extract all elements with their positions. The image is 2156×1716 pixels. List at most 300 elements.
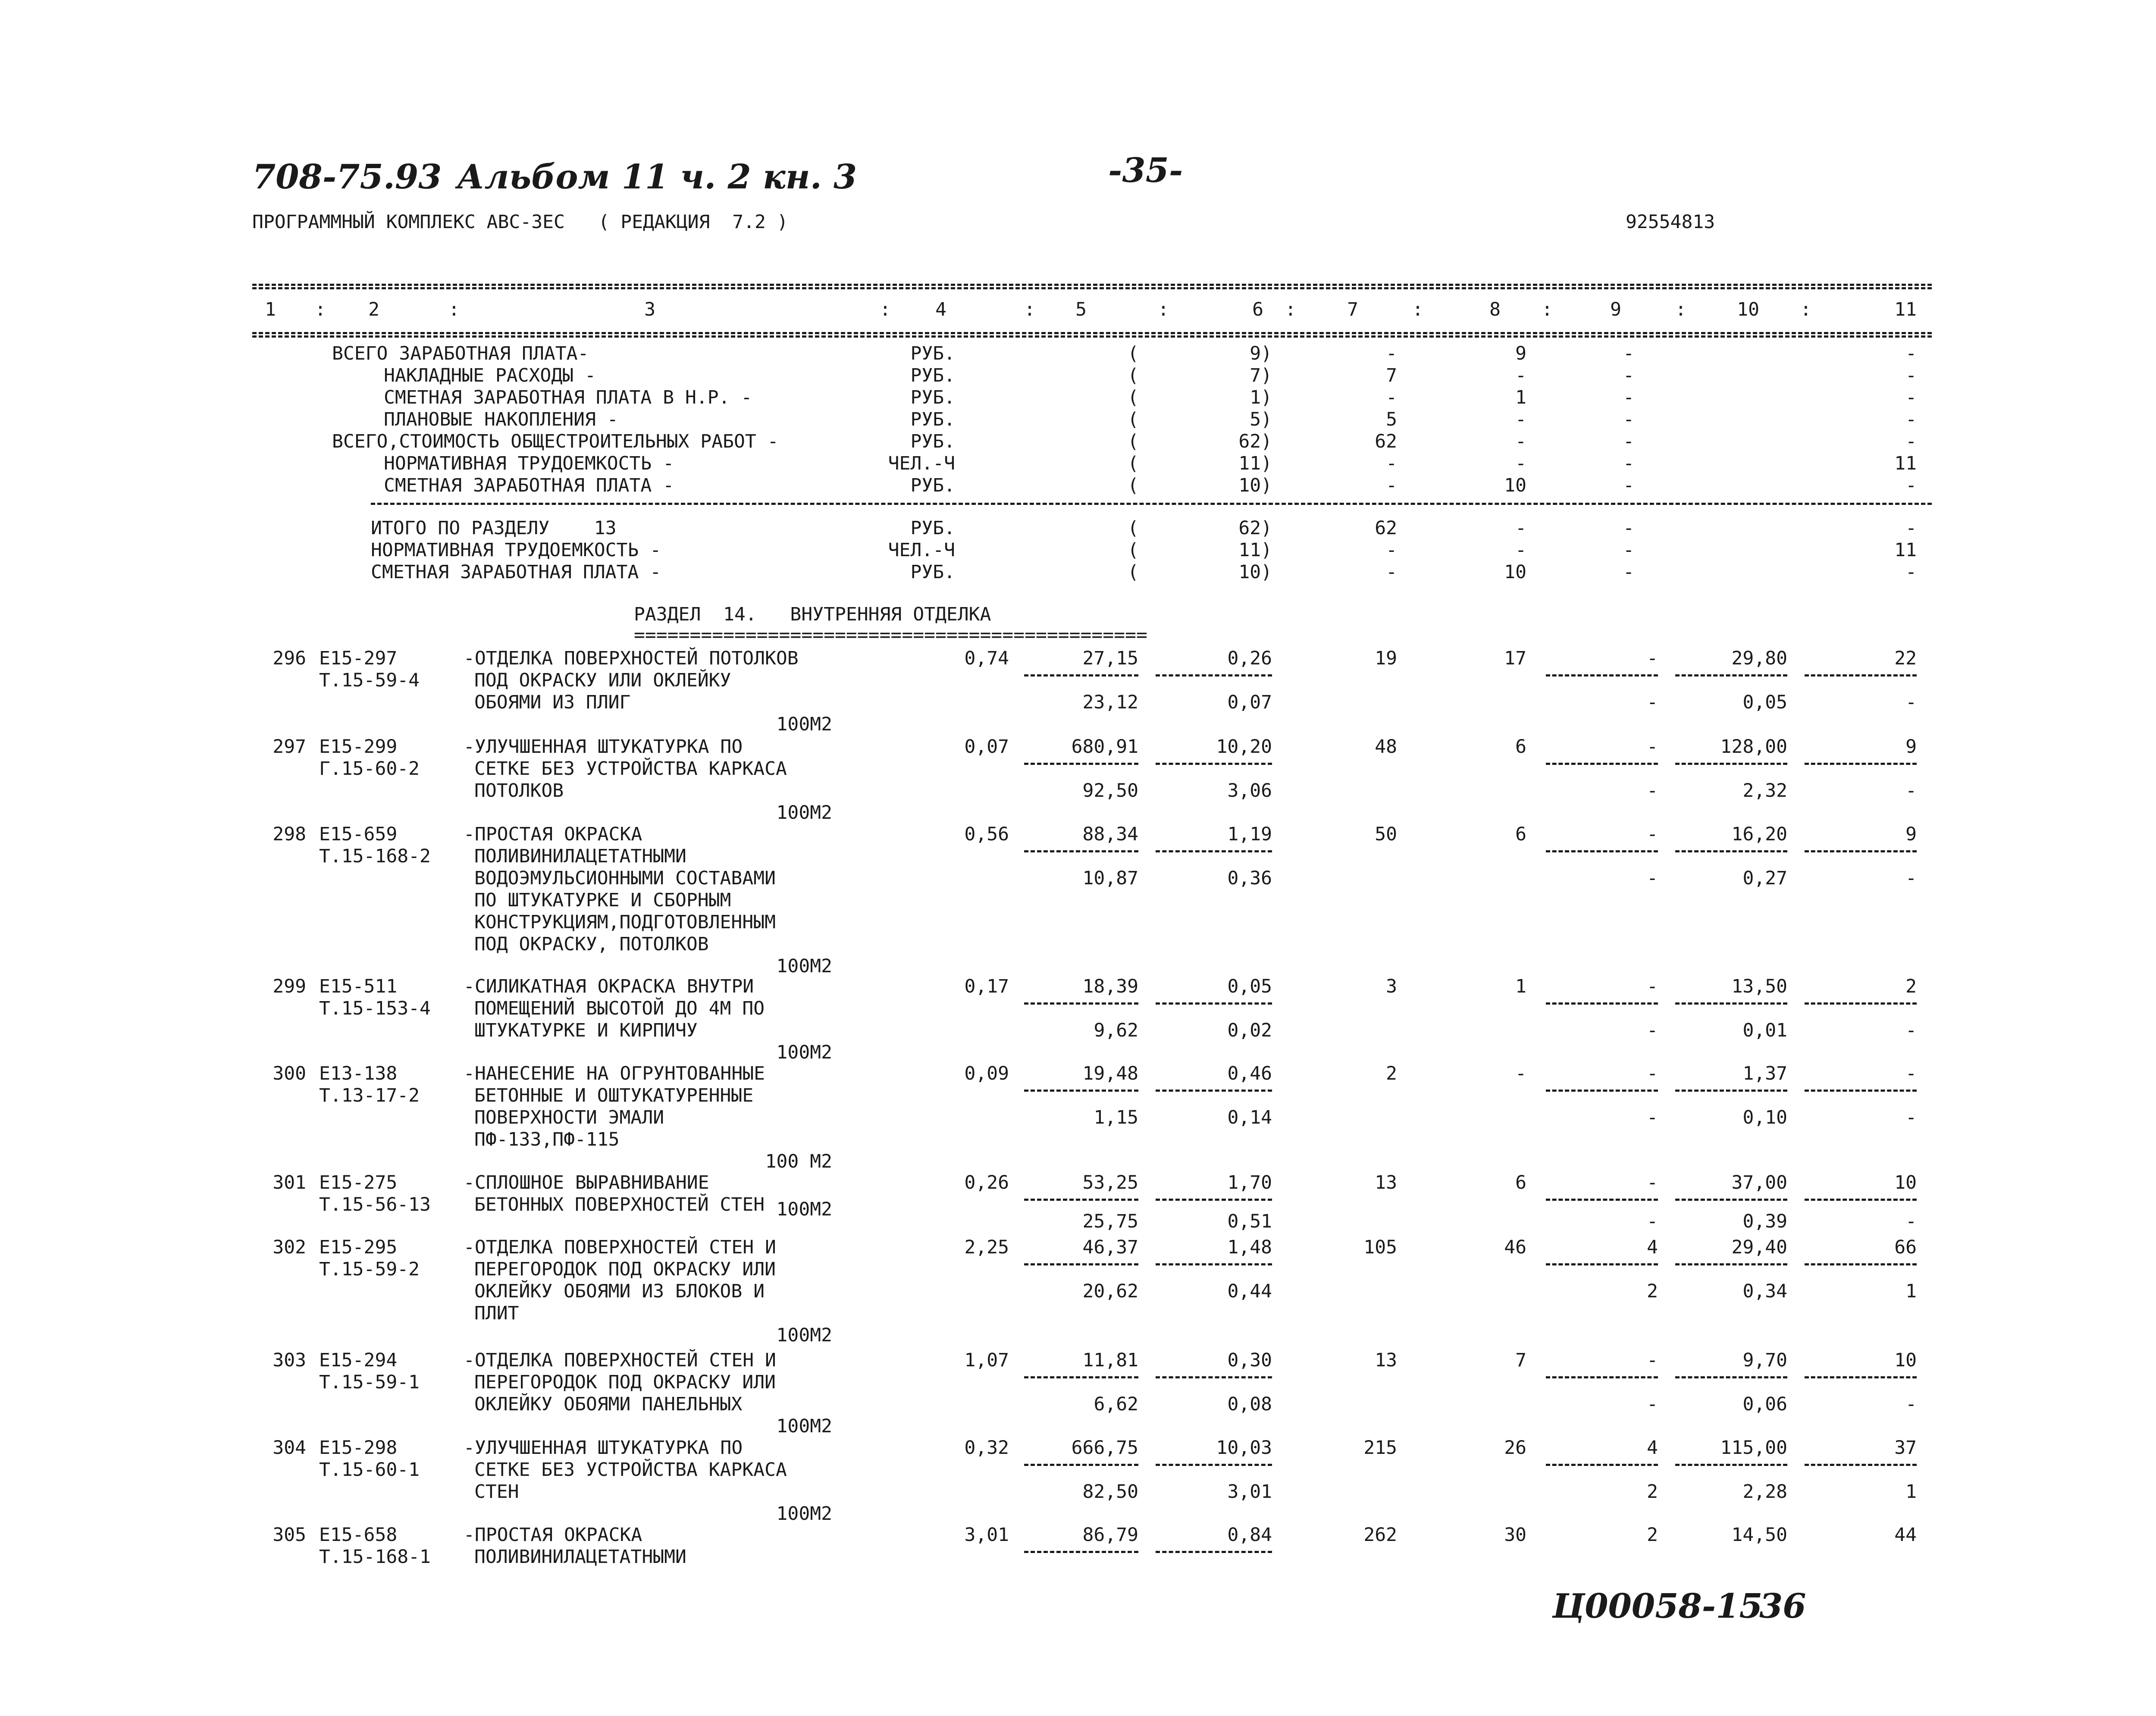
item-number: 300 <box>273 1063 306 1084</box>
item-unit-cost-wage: 23,12 <box>1082 692 1138 713</box>
item-number: 305 <box>273 1524 306 1546</box>
item-value-separator <box>1675 1464 1787 1466</box>
item-code: Е15-275 <box>319 1172 398 1193</box>
item-quantity: 0,74 <box>964 648 1009 669</box>
item-description-line: ОБОЯМИ ИЗ ПЛИГ <box>474 692 631 713</box>
item-number: 296 <box>273 648 306 669</box>
item-description-line: СЕТКЕ БЕЗ УСТРОЙСТВА КАРКАСА <box>474 758 787 780</box>
item-number: 302 <box>273 1237 306 1258</box>
item-number: 304 <box>273 1437 306 1459</box>
item-measure-unit: 100М2 <box>776 1325 832 1346</box>
item-total-cost: 19 <box>1375 648 1397 669</box>
item-description-line: -ОТДЕЛКА ПОВЕРХНОСТЕЙ СТЕН И <box>464 1350 776 1371</box>
item-description-line: ОКЛЕЙКУ ОБОЯМИ ПАНЕЛЬНЫХ <box>474 1393 743 1415</box>
column-header-2: 2 <box>368 299 379 320</box>
item-labor-total-lower: - <box>1905 692 1917 713</box>
doc-number: 92554813 <box>1626 211 1715 233</box>
item-unit-cost: 19,48 <box>1082 1063 1138 1084</box>
item-description-line: БЕТОННЫЕ И ОШТУКАТУРЕННЫЕ <box>474 1085 754 1106</box>
total-row-col8: 10 <box>1504 561 1526 583</box>
item-wage-cost: 10,03 <box>1216 1437 1272 1459</box>
item-labor-rate-lower: 0,39 <box>1742 1211 1787 1232</box>
item-description-line: -ПРОСТАЯ ОКРАСКА <box>464 1524 642 1546</box>
item-code: Е15-297 <box>319 648 398 669</box>
summary-row-col6: 62) <box>1238 431 1272 452</box>
total-row-unit: РУБ. <box>910 561 955 583</box>
item-labor-rate: 37,00 <box>1731 1172 1787 1193</box>
total-row-unit: ЧЕЛ.-Ч <box>888 539 955 561</box>
summary-row-open-paren: ( <box>1128 365 1139 386</box>
item-total-cost: 3 <box>1386 976 1397 997</box>
summary-row-label: ВСЕГО,СТОИМОСТЬ ОБЩЕСТРОИТЕЛЬНЫХ РАБОТ - <box>332 431 779 452</box>
total-row-col9: - <box>1623 561 1634 583</box>
item-value-separator <box>1024 1551 1138 1553</box>
item-value-separator <box>1546 850 1658 852</box>
item-total-wages: 17 <box>1504 648 1526 669</box>
item-value-separator <box>1546 674 1658 676</box>
item-code: Е15-659 <box>319 824 398 845</box>
item-labor-rate: 13,50 <box>1731 976 1787 997</box>
item-description-line: ПОЛИВИНИЛАЦЕТАТНЫМИ <box>474 845 686 867</box>
item-labor-rate-lower: 0,05 <box>1742 692 1787 713</box>
summary-row-unit: РУБ. <box>910 343 955 364</box>
column-separator: : <box>1024 299 1035 320</box>
item-labor-rate: 128,00 <box>1720 736 1787 758</box>
item-description-line: -ПРОСТАЯ ОКРАСКА <box>464 824 642 845</box>
item-description-line: ОКЛЕЙКУ ОБОЯМИ ИЗ БЛОКОВ И <box>474 1281 765 1302</box>
item-total-cost: 13 <box>1375 1172 1397 1193</box>
column-header-8: 8 <box>1489 299 1501 320</box>
item-code: Е15-658 <box>319 1524 398 1546</box>
item-wage-cost-lower: 0,14 <box>1227 1107 1272 1128</box>
summary-row-col8: 9 <box>1515 343 1526 364</box>
summary-row-label: СМЕТНАЯ ЗАРАБОТНАЯ ПЛАТА - <box>384 475 674 496</box>
summary-row-open-paren: ( <box>1128 387 1139 408</box>
item-total-cost: 13 <box>1375 1350 1397 1371</box>
item-description-line: ПЕРЕГОРОДОК ПОД ОКРАСКУ ИЛИ <box>474 1372 776 1393</box>
summary-row-label: СМЕТНАЯ ЗАРАБОТНАЯ ПЛАТА В Н.Р. - <box>384 387 752 408</box>
item-wage-cost-lower: 0,36 <box>1227 867 1272 889</box>
item-col9-lower: - <box>1647 780 1658 802</box>
item-value-separator <box>1546 1376 1658 1378</box>
item-labor-total: - <box>1905 1063 1917 1084</box>
summary-row-col7: - <box>1386 387 1397 408</box>
item-labor-total: 10 <box>1894 1350 1917 1371</box>
item-col9: 2 <box>1647 1524 1658 1546</box>
item-col9-lower: - <box>1647 1107 1658 1128</box>
item-labor-rate-lower: 0,06 <box>1742 1393 1787 1415</box>
summary-row-col11: - <box>1905 475 1917 496</box>
summary-row-col6: 10) <box>1238 475 1272 496</box>
summary-row-col7: 5 <box>1386 409 1397 430</box>
item-measure-unit: 100М2 <box>776 1415 832 1437</box>
item-value-separator <box>1805 763 1917 765</box>
item-reference: Т.15-60-1 <box>319 1459 420 1481</box>
handwritten-album: Альбом 11 ч. 2 кн. 3 <box>457 157 857 197</box>
item-value-separator <box>1675 1002 1787 1005</box>
item-quantity: 0,32 <box>964 1437 1009 1459</box>
item-value-separator <box>1546 1090 1658 1092</box>
item-number: 299 <box>273 976 306 997</box>
total-row-col6: 10) <box>1238 561 1272 583</box>
item-unit-cost-wage: 6,62 <box>1094 1393 1138 1415</box>
item-value-separator <box>1024 1090 1138 1092</box>
item-quantity: 1,07 <box>964 1350 1009 1371</box>
item-description-line: ВОДОЭМУЛЬСИОННЫМИ СОСТАВАМИ <box>474 867 776 889</box>
item-quantity: 0,56 <box>964 824 1009 845</box>
summary-row-col7: - <box>1386 453 1397 474</box>
column-header-rule-2 <box>252 335 1932 338</box>
item-total-wages: - <box>1515 1063 1526 1084</box>
item-value-separator <box>1156 1551 1272 1553</box>
item-col9-lower: - <box>1647 1393 1658 1415</box>
total-row-col7: - <box>1386 561 1397 583</box>
item-quantity: 2,25 <box>964 1237 1009 1258</box>
item-labor-total-lower: - <box>1905 780 1917 802</box>
item-unit-cost-wage: 9,62 <box>1094 1020 1138 1041</box>
item-reference: Г.15-60-2 <box>319 758 420 780</box>
item-labor-total: 44 <box>1894 1524 1917 1546</box>
item-value-separator <box>1675 1263 1787 1265</box>
column-separator: : <box>315 299 326 320</box>
item-labor-rate-lower: 2,32 <box>1742 780 1787 802</box>
summary-row-unit: ЧЕЛ.-Ч <box>888 453 955 474</box>
item-value-separator <box>1546 763 1658 765</box>
column-header-7: 7 <box>1347 299 1358 320</box>
summary-row-col6: 9) <box>1250 343 1272 364</box>
item-wage-cost-lower: 0,08 <box>1227 1393 1272 1415</box>
item-col9: - <box>1647 824 1658 845</box>
item-measure-unit: 100М2 <box>776 714 832 735</box>
summary-row-unit: РУБ. <box>910 409 955 430</box>
column-header-3: 3 <box>644 299 655 320</box>
item-value-separator <box>1156 674 1272 676</box>
item-col9: - <box>1647 976 1658 997</box>
total-row-col9: - <box>1623 539 1634 561</box>
item-labor-total-lower: - <box>1905 1107 1917 1128</box>
item-labor-rate: 14,50 <box>1731 1524 1787 1546</box>
item-number: 303 <box>273 1350 306 1371</box>
item-labor-rate-lower: 0,34 <box>1742 1281 1787 1302</box>
item-value-separator <box>1156 1263 1272 1265</box>
total-row-open-paren: ( <box>1128 517 1139 539</box>
total-row-unit: РУБ. <box>910 517 955 539</box>
summary-row-open-paren: ( <box>1128 409 1139 430</box>
item-quantity: 0,07 <box>964 736 1009 758</box>
column-separator: : <box>1675 299 1686 320</box>
section-title: РАЗДЕЛ 14. ВНУТРЕННЯЯ ОТДЕЛКА <box>634 604 991 625</box>
item-labor-total: 9 <box>1905 736 1917 758</box>
item-quantity: 3,01 <box>964 1524 1009 1546</box>
item-reference: Т.15-168-1 <box>319 1546 431 1568</box>
item-labor-rate: 29,80 <box>1731 648 1787 669</box>
item-number: 298 <box>273 824 306 845</box>
item-wage-cost: 0,05 <box>1227 976 1272 997</box>
summary-row-col9: - <box>1623 453 1634 474</box>
item-value-separator <box>1024 1376 1138 1378</box>
item-value-separator <box>1675 674 1787 676</box>
summary-row-col8: - <box>1515 365 1526 386</box>
summary-row-col8: - <box>1515 453 1526 474</box>
item-measure-unit: 100М2 <box>776 802 832 824</box>
handwritten-footer-page: 36 <box>1759 1587 1806 1626</box>
item-value-separator <box>1805 1464 1917 1466</box>
item-unit-cost: 18,39 <box>1082 976 1138 997</box>
item-wage-cost-lower: 0,07 <box>1227 692 1272 713</box>
column-header-10: 10 <box>1737 299 1759 320</box>
item-total-wages: 6 <box>1515 824 1526 845</box>
item-unit-cost: 46,37 <box>1082 1237 1138 1258</box>
total-row-col9: - <box>1623 517 1634 539</box>
summary-row-open-paren: ( <box>1128 453 1139 474</box>
item-value-separator <box>1156 1090 1272 1092</box>
item-col9-lower: 2 <box>1647 1481 1658 1503</box>
item-value-separator <box>1024 1263 1138 1265</box>
item-unit-cost: 27,15 <box>1082 648 1138 669</box>
summary-row-col7: 62 <box>1375 431 1397 452</box>
item-col9: 4 <box>1647 1237 1658 1258</box>
section-title-underline: ============================================== <box>634 624 1147 646</box>
item-value-separator <box>1805 1002 1917 1005</box>
column-header-5: 5 <box>1075 299 1087 320</box>
item-col9-lower: - <box>1647 1211 1658 1232</box>
item-total-wages: 7 <box>1515 1350 1526 1371</box>
item-labor-rate-lower: 2,28 <box>1742 1481 1787 1503</box>
item-labor-rate: 16,20 <box>1731 824 1787 845</box>
item-code: Е15-294 <box>319 1350 398 1371</box>
total-row-open-paren: ( <box>1128 561 1139 583</box>
item-wage-cost: 1,19 <box>1227 824 1272 845</box>
total-row-col11: - <box>1905 561 1917 583</box>
item-reference: Т.15-153-4 <box>319 998 431 1019</box>
summary-row-open-paren: ( <box>1128 343 1139 364</box>
item-measure-unit: 100М2 <box>776 955 832 977</box>
item-unit-cost-wage: 1,15 <box>1094 1107 1138 1128</box>
summary-row-label: ПЛАНОВЫЕ НАКОПЛЕНИЯ - <box>384 409 618 430</box>
item-description-line: -НАНЕСЕНИЕ НА ОГРУНТОВАННЫЕ <box>464 1063 765 1084</box>
item-quantity: 0,26 <box>964 1172 1009 1193</box>
item-wage-cost: 0,84 <box>1227 1524 1272 1546</box>
item-value-separator <box>1546 1199 1658 1201</box>
item-unit-cost: 11,81 <box>1082 1350 1138 1371</box>
summary-row-col7: - <box>1386 475 1397 496</box>
item-col9-lower: - <box>1647 1020 1658 1041</box>
total-row-col7: 62 <box>1375 517 1397 539</box>
summary-row-col6: 1) <box>1250 387 1272 408</box>
item-measure-unit: 100М2 <box>776 1199 832 1220</box>
column-separator: : <box>1800 299 1811 320</box>
summary-row-unit: РУБ. <box>910 431 955 452</box>
item-labor-rate-lower: 0,01 <box>1742 1020 1787 1041</box>
item-labor-rate: 1,37 <box>1742 1063 1787 1084</box>
summary-row-unit: РУБ. <box>910 387 955 408</box>
item-reference: Т.13-17-2 <box>319 1085 420 1106</box>
item-col9: - <box>1647 1063 1658 1084</box>
item-value-separator <box>1675 1090 1787 1092</box>
handwritten-footer-code: Ц00058-15 <box>1552 1587 1763 1626</box>
summary-row-col11: - <box>1905 387 1917 408</box>
summary-row-col9: - <box>1623 365 1634 386</box>
item-total-cost: 105 <box>1363 1237 1397 1258</box>
item-value-separator <box>1546 1464 1658 1466</box>
item-value-separator <box>1805 674 1917 676</box>
item-description-line: СТЕН <box>474 1481 519 1503</box>
total-row-label: ИТОГО ПО РАЗДЕЛУ 13 <box>371 517 617 539</box>
item-code: Е15-298 <box>319 1437 398 1459</box>
summary-row-col11: - <box>1905 365 1917 386</box>
item-value-separator <box>1805 1090 1917 1092</box>
item-value-separator <box>1156 763 1272 765</box>
item-value-separator <box>1675 1376 1787 1378</box>
item-number: 297 <box>273 736 306 758</box>
column-separator: : <box>1158 299 1169 320</box>
item-description-line: -УЛУЧШЕННАЯ ШТУКАТУРКА ПО <box>464 736 743 758</box>
item-value-separator <box>1805 850 1917 852</box>
item-reference: Т.15-59-2 <box>319 1259 420 1280</box>
item-description-line: -СИЛИКАТНАЯ ОКРАСКА ВНУТРИ <box>464 976 754 997</box>
item-unit-cost-wage: 20,62 <box>1082 1281 1138 1302</box>
item-value-separator <box>1156 1376 1272 1378</box>
item-number: 301 <box>273 1172 306 1193</box>
item-labor-total: 9 <box>1905 824 1917 845</box>
column-header-1: 1 <box>265 299 276 320</box>
item-value-separator <box>1156 850 1272 852</box>
item-unit-cost: 680,91 <box>1071 736 1138 758</box>
item-labor-total-lower: - <box>1905 1020 1917 1041</box>
item-reference: Т.15-59-4 <box>319 670 420 691</box>
item-col9: - <box>1647 648 1658 669</box>
item-total-wages: 30 <box>1504 1524 1526 1546</box>
item-unit-cost: 88,34 <box>1082 824 1138 845</box>
item-col9: - <box>1647 736 1658 758</box>
table-top-rule <box>252 284 1932 286</box>
item-value-separator <box>1546 1263 1658 1265</box>
item-value-separator <box>1024 850 1138 852</box>
column-separator: : <box>448 299 460 320</box>
item-description-line: ПО ШТУКАТУРКЕ И СБОРНЫМ <box>474 889 731 911</box>
summary-row-unit: РУБ. <box>910 365 955 386</box>
item-labor-rate-lower: 0,27 <box>1742 867 1787 889</box>
item-description-line: -УЛУЧШЕННАЯ ШТУКАТУРКА ПО <box>464 1437 743 1459</box>
summary-row-col11: - <box>1905 343 1917 364</box>
item-value-separator <box>1805 1199 1917 1201</box>
summary-row-col8: - <box>1515 431 1526 452</box>
summary-row-col9: - <box>1623 343 1634 364</box>
item-reference: Т.15-59-1 <box>319 1372 420 1393</box>
item-labor-total: 22 <box>1894 648 1917 669</box>
item-code: Е15-295 <box>319 1237 398 1258</box>
item-labor-total: 37 <box>1894 1437 1917 1459</box>
item-total-wages: 1 <box>1515 976 1526 997</box>
item-value-separator <box>1024 674 1138 676</box>
item-wage-cost-lower: 3,01 <box>1227 1481 1272 1503</box>
item-wage-cost: 10,20 <box>1216 736 1272 758</box>
column-separator: : <box>1542 299 1553 320</box>
item-wage-cost-lower: 3,06 <box>1227 780 1272 802</box>
item-reference: Т.15-56-13 <box>319 1194 431 1215</box>
summary-row-label: НОРМАТИВНАЯ ТРУДОЕМКОСТЬ - <box>384 453 674 474</box>
total-row-col8: - <box>1515 517 1526 539</box>
item-measure-unit: 100 М2 <box>765 1151 832 1172</box>
item-total-wages: 6 <box>1515 736 1526 758</box>
total-row-col11: - <box>1905 517 1917 539</box>
summary-row-label: НАКЛАДНЫЕ РАСХОДЫ - <box>384 365 596 386</box>
summary-row-col9: - <box>1623 409 1634 430</box>
item-description-line: БЕТОННЫХ ПОВЕРХНОСТЕЙ СТЕН <box>474 1194 765 1215</box>
item-wage-cost: 0,30 <box>1227 1350 1272 1371</box>
column-header-rule <box>252 332 1932 334</box>
item-col9: - <box>1647 1350 1658 1371</box>
item-total-wages: 6 <box>1515 1172 1526 1193</box>
item-quantity: 0,17 <box>964 976 1009 997</box>
item-wage-cost: 0,46 <box>1227 1063 1272 1084</box>
item-value-separator <box>1024 1199 1138 1201</box>
item-total-cost: 2 <box>1386 1063 1397 1084</box>
item-labor-total: 66 <box>1894 1237 1917 1258</box>
item-labor-total-lower: 1 <box>1905 1481 1917 1503</box>
item-description-line: КОНСТРУКЦИЯМ,ПОДГОТОВЛЕННЫМ <box>474 911 776 933</box>
total-row-col6: 11) <box>1238 539 1272 561</box>
item-value-separator <box>1805 1376 1917 1378</box>
column-header-6: 6 <box>1252 299 1263 320</box>
item-labor-rate-lower: 0,10 <box>1742 1107 1787 1128</box>
total-row-col11: 11 <box>1894 539 1917 561</box>
item-unit-cost: 53,25 <box>1082 1172 1138 1193</box>
item-value-separator <box>1156 1464 1272 1466</box>
summary-row-col7: 7 <box>1386 365 1397 386</box>
summary-row-open-paren: ( <box>1128 431 1139 452</box>
column-header-4: 4 <box>935 299 946 320</box>
total-row-col7: - <box>1386 539 1397 561</box>
total-row-col8: - <box>1515 539 1526 561</box>
item-description-line: -ОТДЕЛКА ПОВЕРХНОСТЕЙ ПОТОЛКОВ <box>464 648 799 669</box>
summary-row-col8: 1 <box>1515 387 1526 408</box>
item-measure-unit: 100М2 <box>776 1042 832 1063</box>
item-code: Е15-299 <box>319 736 398 758</box>
item-description-line: ШТУКАТУРКЕ И КИРПИЧУ <box>474 1020 698 1041</box>
item-total-cost: 48 <box>1375 736 1397 758</box>
item-unit-cost: 666,75 <box>1071 1437 1138 1459</box>
item-description-line: -ОТДЕЛКА ПОВЕРХНОСТЕЙ СТЕН И <box>464 1237 776 1258</box>
item-labor-total: 2 <box>1905 976 1917 997</box>
item-wage-cost: 1,48 <box>1227 1237 1272 1258</box>
item-labor-total-lower: - <box>1905 867 1917 889</box>
item-total-cost: 50 <box>1375 824 1397 845</box>
item-labor-rate: 9,70 <box>1742 1350 1787 1371</box>
item-wage-cost-lower: 0,44 <box>1227 1281 1272 1302</box>
item-total-wages: 46 <box>1504 1237 1526 1258</box>
item-value-separator <box>1024 1002 1138 1005</box>
total-row-label: НОРМАТИВНАЯ ТРУДОЕМКОСТЬ - <box>371 539 661 561</box>
summary-row-col9: - <box>1623 387 1634 408</box>
summary-row-col7: - <box>1386 343 1397 364</box>
item-code: Е13-138 <box>319 1063 398 1084</box>
total-row-open-paren: ( <box>1128 539 1139 561</box>
item-unit-cost-wage: 10,87 <box>1082 867 1138 889</box>
column-header-9: 9 <box>1610 299 1621 320</box>
summary-row-col6: 11) <box>1238 453 1272 474</box>
item-value-separator <box>1546 1002 1658 1005</box>
item-total-cost: 262 <box>1363 1524 1397 1546</box>
item-measure-unit: 100М2 <box>776 1503 832 1525</box>
item-value-separator <box>1024 1464 1138 1466</box>
summary-row-label: ВСЕГО ЗАРАБОТНАЯ ПЛАТА- <box>332 343 589 364</box>
item-description-line: ПОМЕЩЕНИЙ ВЫСОТОЙ ДО 4М ПО <box>474 998 765 1019</box>
summary-row-col8: - <box>1515 409 1526 430</box>
summary-row-col11: - <box>1905 409 1917 430</box>
item-total-wages: 26 <box>1504 1437 1526 1459</box>
summary-row-col9: - <box>1623 475 1634 496</box>
